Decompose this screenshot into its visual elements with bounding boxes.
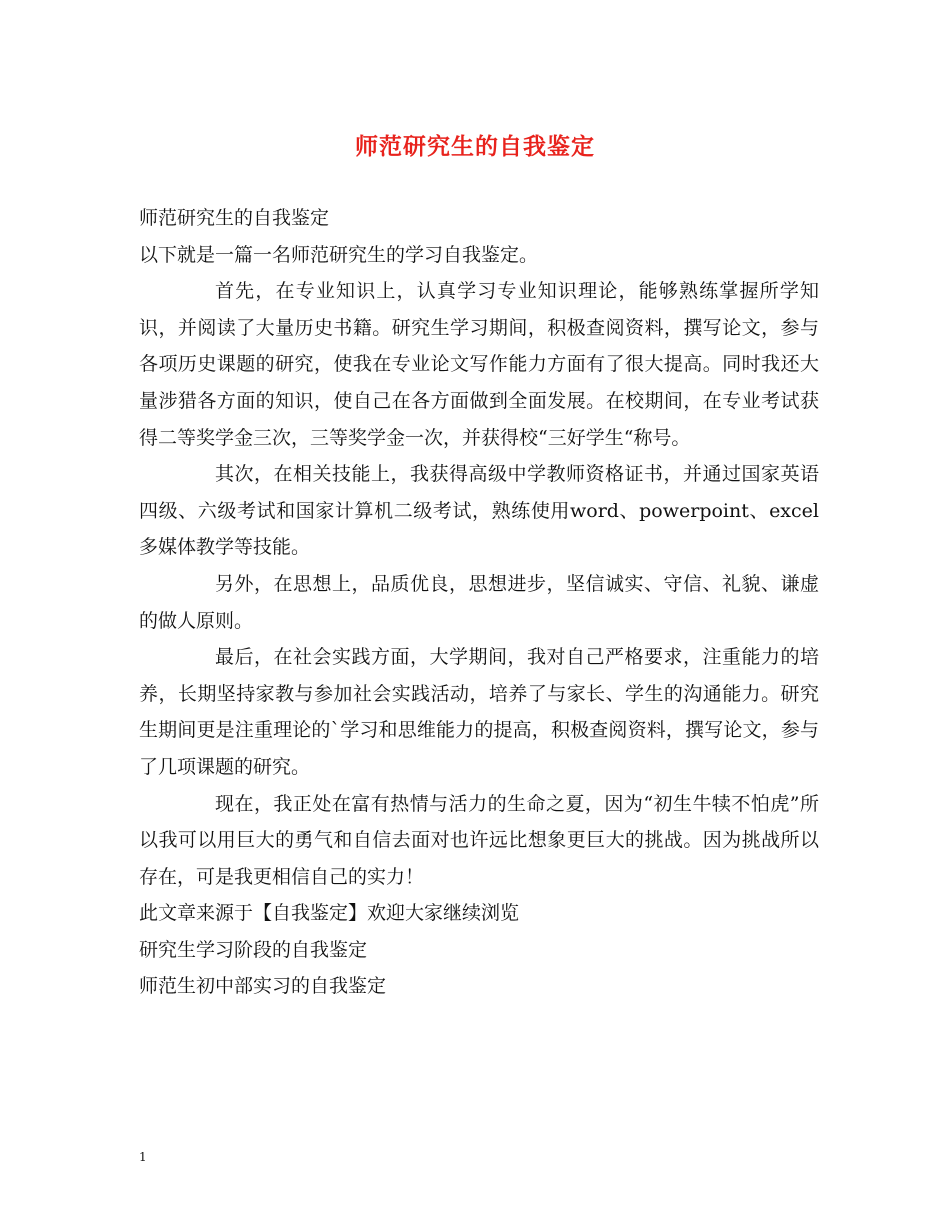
related-link-graduate-study[interactable]: 研究生学习阶段的自我鉴定 — [139, 938, 368, 961]
document-title: 师范研究生的自我鉴定 — [355, 133, 595, 160]
paragraph-ideology: 另外，在思想上，品质优良，思想进步，坚信诚实、守信、礼貌、谦虚的做人原则。 — [139, 572, 819, 632]
page-number: 1 — [139, 1150, 147, 1164]
heading-line: 师范研究生的自我鉴定 — [139, 207, 330, 229]
related-link-internship[interactable]: 师范生初中部实习的自我鉴定 — [139, 975, 387, 998]
source-line: 此文章来源于【自我鉴定】欢迎大家继续浏览 — [139, 902, 520, 925]
paragraph-social-practice: 最后，在社会实践方面，大学期间，我对自己严格要求，注重能力的培养，长期坚持家教与参加社会实践活动，培养了与家长、学生的沟通能力。研究生期间更是注重理论的`学习和思维能力的提高，积极查阅资料，撰写论文，参与了几项课题的研究。 — [139, 646, 819, 778]
paragraph-professional-knowledge: 首先，在专业知识上，认真学习专业知识理论，能够熟练掌握所学知识，并阅读了大量历史书籍。研究生学习期间，积极查阅资料，撰写论文，参与各项历史课题的研究，使我在专业论文写作能力方面有了很大提高。同时我还大量涉猎各方面的知识，使自己在各方面做到全面发展。在校期间，在专业考试获得二等奖学金三次，三等奖学金一次，并获得校“三好学生“称号。 — [139, 280, 819, 449]
paragraph-conclusion: 现在，我正处在富有热情与活力的生命之夏，因为“初生牛犊不怕虎”所以我可以用巨大的勇气和自信去面对也许远比想象更巨大的挑战。因为挑战所以存在，可是我更相信自己的实力！ — [139, 792, 819, 888]
intro-line: 以下就是一篇一名师范研究生的学习自我鉴定。 — [139, 243, 539, 266]
document-body — [139, 200, 819, 1005]
paragraph-skills: 其次，在相关技能上，我获得高级中学教师资格证书，并通过国家英语四级、六级考试和国家计算机二级考试，熟练使用word、powerpoint、excel多媒体教学等技能。 — [139, 463, 819, 559]
